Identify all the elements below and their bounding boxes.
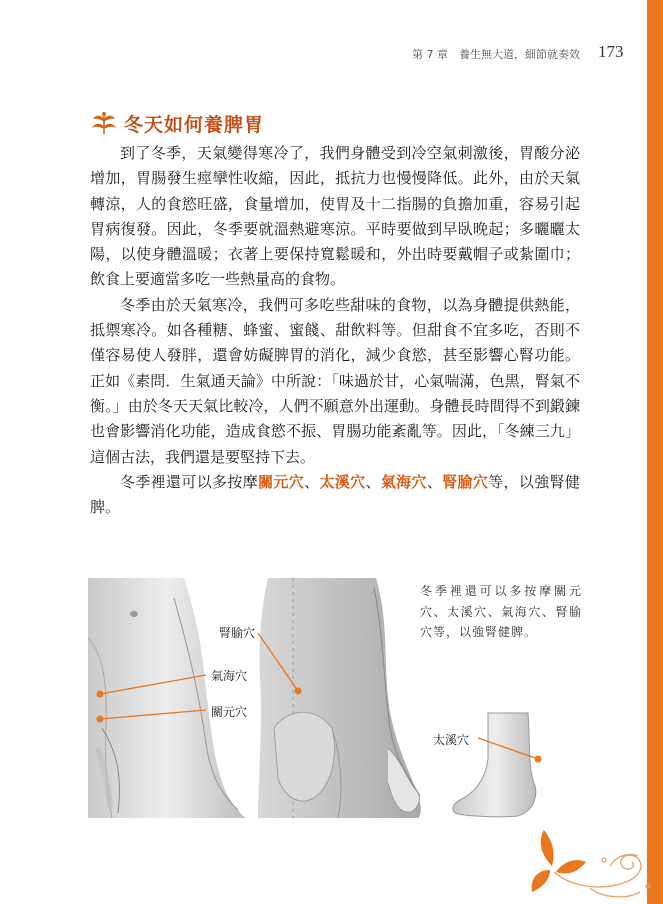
separator: 、 <box>365 472 381 491</box>
section-title: 冬天如何養脾胃 <box>124 113 265 136</box>
page-number: 173 <box>598 42 624 61</box>
point-taixi: 太溪穴 <box>319 472 366 491</box>
point-shenshu: 腎腧穴 <box>442 472 489 491</box>
label-shenshu: 腎腧穴 <box>219 626 256 640</box>
front-body <box>88 578 246 818</box>
point-guanyuan: 關元穴 <box>258 472 305 491</box>
paragraph-3 <box>90 470 580 521</box>
running-header: 第 7 章 養生無大道，細節就奏效 <box>412 48 580 61</box>
paragraph-3-suffix: 等，以強腎健脾。 <box>90 472 580 517</box>
article-body <box>90 141 580 520</box>
paragraph-3-prefix: 冬季裡還可以多按摩 <box>120 472 259 491</box>
figure-caption: 冬季裡還可以多按摩關元穴、太溪穴、氣海穴、腎腧穴等，以強腎健脾。 <box>420 584 582 639</box>
back-body <box>258 578 421 818</box>
page-edge-bar <box>647 0 663 904</box>
foot <box>453 713 536 817</box>
separator: 、 <box>426 472 443 491</box>
paragraph-2: 冬季由於天氣寒冷，我們可多吃些甜味的食物，以為身體提供熱能，抵禦寒冷。如各種糖、蜂蜜、蜜餞、甜飲料等。但甜食不宜多吃，否則不僅容易使人發胖，還會妨礙脾胃的消化，減少食慾，甚至影響心腎功能。正如《素問．生氣通天論》中所說：「味過於甘，心氣喘滿，色黑，腎氣不衡。」由於冬天天氣比較冷，人們不願意外出運動。身體長時間得不到鍛鍊也會影響消化功能，造成食慾不振、胃腸功能紊亂等。因此，「冬練三九」這個古法，我們還是要堅持下去。 <box>90 295 580 466</box>
label-guanyuan: 關元穴 <box>211 705 248 719</box>
paragraph-1: 到了冬季，天氣變得寒冷了，我們身體受到冷空氣刺激後，胃酸分泌增加，胃腸發生痙攣性收縮，因此，抵抗力也慢慢降低。此外，由於天氣轉涼，人的食慾旺盛，食量增加，使胃及十二指腸的負擔加重，容易引起胃病復發。因此，冬季要就溫熱避寒涼。平時要做到早臥晚起；多曬曬太陽，以使身體溫暖；衣著上要保持寬鬆暖和，外出時要戴帽子或紮圍巾；飲食上要適當多吃一些熱量高的食物。 <box>90 144 580 289</box>
sprout-icon <box>90 110 118 136</box>
label-qihai: 氣海穴 <box>211 669 248 683</box>
separator: 、 <box>304 472 320 491</box>
label-taixi: 太溪穴 <box>433 733 470 747</box>
section-heading <box>90 108 264 138</box>
floral-ornament <box>530 826 660 902</box>
point-qihai: 氣海穴 <box>380 472 427 491</box>
